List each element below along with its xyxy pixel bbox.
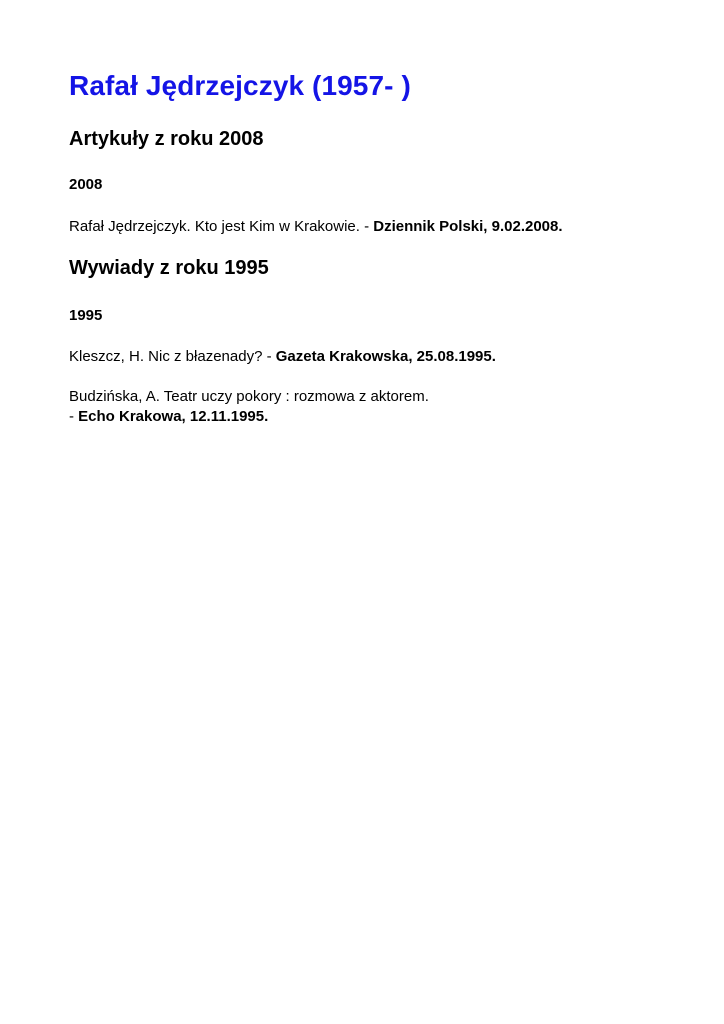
section-heading-interviews: Wywiady z roku 1995: [69, 257, 269, 279]
year-heading-1995: 1995: [69, 307, 103, 324]
entry-source: Echo Krakowa, 12.11.1995.: [78, 408, 269, 425]
entry-source: Gazeta Krakowska, 25.08.1995.: [275, 348, 496, 365]
entry-text: Rafał Jędrzejczyk. Kto jest Kim w Krakowie. -: [69, 218, 374, 235]
entry-source: Dziennik Polski, 9.02.2008.: [373, 218, 563, 235]
bibliography-entry: [69, 387, 429, 427]
entry-text: Kleszcz, H. Nic z błazenady? -: [69, 348, 276, 365]
bibliography-entry: [69, 347, 496, 367]
bibliography-entry: [69, 217, 563, 237]
entry-prefix: -: [69, 408, 79, 425]
year-heading-2008: 2008: [69, 176, 103, 193]
page-title: Rafał Jędrzejczyk (1957- ): [69, 70, 411, 101]
entry-text: Budzińska, A. Teatr uczy pokory : rozmowa z aktorem.: [69, 388, 429, 405]
section-heading-articles: Artykuły z roku 2008: [69, 128, 264, 150]
